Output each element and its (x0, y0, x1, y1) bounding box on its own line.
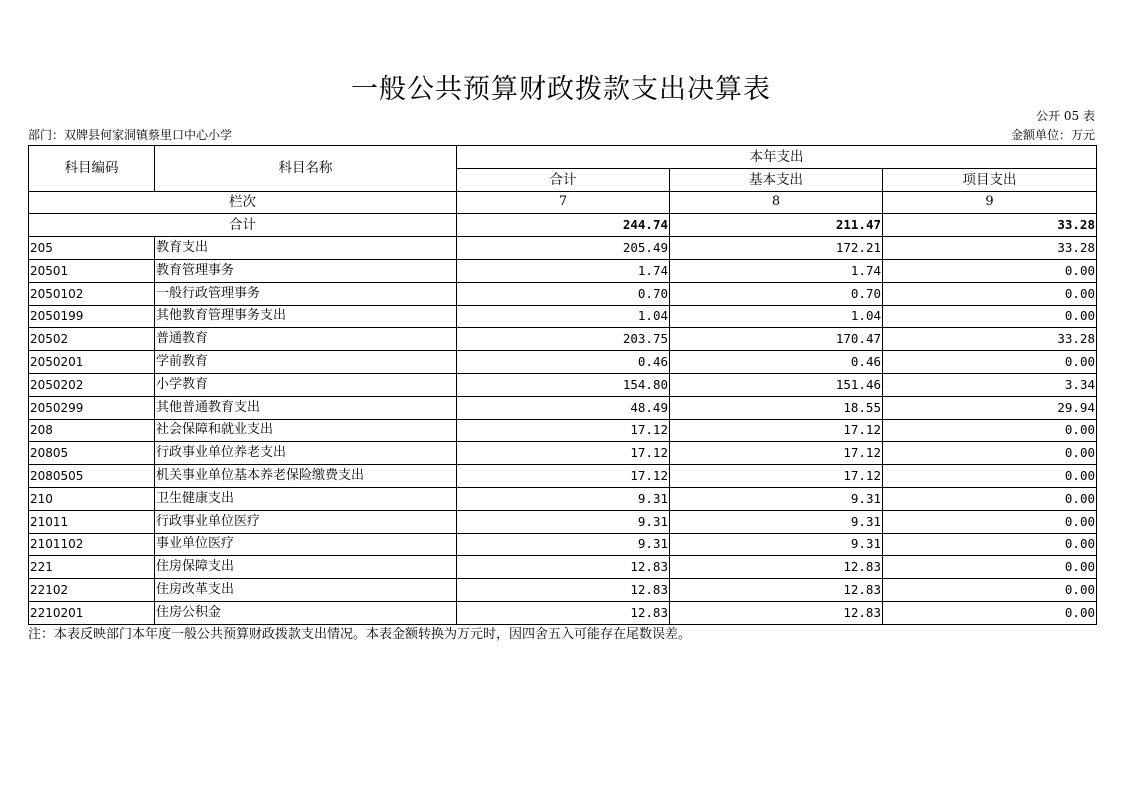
row-name: 行政事业单位医疗 (155, 510, 457, 533)
row-project: 0.00 (883, 510, 1097, 533)
row-basic: 9.31 (670, 487, 883, 510)
row-total: 17.12 (457, 465, 670, 488)
row-project: 0.00 (883, 442, 1097, 465)
row-basic: 151.46 (670, 373, 883, 396)
table-row (29, 396, 1097, 419)
table-row (29, 442, 1097, 465)
row-name: 小学教育 (155, 373, 457, 396)
row-name: 学前教育 (155, 351, 457, 374)
row-basic: 18.55 (670, 396, 883, 419)
column-index-label: 栏次 (29, 191, 457, 214)
row-project: 29.94 (883, 396, 1097, 419)
row-name: 其他教育管理事务支出 (155, 305, 457, 328)
row-total: 9.31 (457, 510, 670, 533)
table-row (29, 351, 1097, 374)
row-name: 住房公积金 (155, 601, 457, 624)
row-total: 12.83 (457, 579, 670, 602)
sum-row (29, 214, 1097, 237)
header-row-1 (29, 146, 1097, 169)
row-total: 9.31 (457, 487, 670, 510)
row-project: 0.00 (883, 282, 1097, 305)
row-total: 1.04 (457, 305, 670, 328)
row-code: 20501 (29, 259, 155, 282)
row-total: 0.70 (457, 282, 670, 305)
row-basic: 0.70 (670, 282, 883, 305)
table-row (29, 465, 1097, 488)
row-basic: 9.31 (670, 533, 883, 556)
report-title: 一般公共预算财政拨款支出决算表 (351, 74, 771, 105)
row-basic: 0.46 (670, 351, 883, 374)
row-total: 203.75 (457, 328, 670, 351)
row-code: 2050102 (29, 282, 155, 305)
row-name: 住房保障支出 (155, 556, 457, 579)
row-name: 其他普通教育支出 (155, 396, 457, 419)
row-code: 205 (29, 237, 155, 260)
row-name: 机关事业单位基本养老保险缴费支出 (155, 465, 457, 488)
row-code: 208 (29, 419, 155, 442)
row-basic: 17.12 (670, 419, 883, 442)
row-name: 普通教育 (155, 328, 457, 351)
row-code: 20805 (29, 442, 155, 465)
row-basic: 17.12 (670, 465, 883, 488)
row-name: 教育管理事务 (155, 259, 457, 282)
row-code: 21011 (29, 510, 155, 533)
column-index-total: 7 (457, 191, 670, 214)
table-row (29, 305, 1097, 328)
row-basic: 170.47 (670, 328, 883, 351)
row-code: 2080505 (29, 465, 155, 488)
table-row (29, 556, 1097, 579)
sum-total: 244.74 (457, 214, 670, 237)
table-row (29, 487, 1097, 510)
table-row (29, 510, 1097, 533)
row-total: 0.46 (457, 351, 670, 374)
row-project: 3.34 (883, 373, 1097, 396)
row-code: 20502 (29, 328, 155, 351)
table-row (29, 259, 1097, 282)
table-row (29, 601, 1097, 624)
table-row (29, 328, 1097, 351)
row-total: 12.83 (457, 601, 670, 624)
row-code: 2050199 (29, 305, 155, 328)
column-index-project: 9 (883, 191, 1097, 214)
row-name: 教育支出 (155, 237, 457, 260)
row-project: 0.00 (883, 305, 1097, 328)
row-project: 0.00 (883, 351, 1097, 374)
row-total: 1.74 (457, 259, 670, 282)
row-project: 0.00 (883, 465, 1097, 488)
row-basic: 17.12 (670, 442, 883, 465)
header-current-year: 本年支出 (457, 146, 1097, 169)
row-total: 154.80 (457, 373, 670, 396)
row-basic: 172.21 (670, 237, 883, 260)
row-basic: 12.83 (670, 556, 883, 579)
expenditure-table (28, 145, 1097, 625)
row-name: 行政事业单位养老支出 (155, 442, 457, 465)
row-project: 0.00 (883, 533, 1097, 556)
table-row (29, 419, 1097, 442)
table-row (29, 237, 1097, 260)
sum-project: 33.28 (883, 214, 1097, 237)
sum-basic: 211.47 (670, 214, 883, 237)
row-project: 0.00 (883, 259, 1097, 282)
table-row (29, 373, 1097, 396)
row-name: 社会保障和就业支出 (155, 419, 457, 442)
row-total: 48.49 (457, 396, 670, 419)
header-basic: 基本支出 (670, 168, 883, 191)
department-label: 部门：双牌县何家洞镇蔡里口中心小学 (28, 128, 233, 142)
row-project: 0.00 (883, 487, 1097, 510)
row-code: 2050299 (29, 396, 155, 419)
column-index-row (29, 191, 1097, 214)
row-basic: 12.83 (670, 601, 883, 624)
table-row (29, 533, 1097, 556)
row-total: 17.12 (457, 442, 670, 465)
table-row (29, 282, 1097, 305)
table-body (29, 237, 1097, 625)
row-project: 33.28 (883, 237, 1097, 260)
row-total: 17.12 (457, 419, 670, 442)
header-total: 合计 (457, 168, 670, 191)
row-total: 9.31 (457, 533, 670, 556)
row-project: 0.00 (883, 419, 1097, 442)
row-name: 住房改革支出 (155, 579, 457, 602)
row-project: 0.00 (883, 556, 1097, 579)
header-project: 项目支出 (883, 168, 1097, 191)
row-code: 2210201 (29, 601, 155, 624)
column-index-basic: 8 (670, 191, 883, 214)
form-number: 公开 05 表 (1036, 109, 1095, 123)
row-code: 22102 (29, 579, 155, 602)
row-basic: 9.31 (670, 510, 883, 533)
row-basic: 1.74 (670, 259, 883, 282)
sum-row-label: 合计 (29, 214, 457, 237)
row-code: 2101102 (29, 533, 155, 556)
row-name: 事业单位医疗 (155, 533, 457, 556)
header-name: 科目名称 (155, 146, 457, 192)
row-project: 0.00 (883, 579, 1097, 602)
row-project: 0.00 (883, 601, 1097, 624)
row-code: 2050201 (29, 351, 155, 374)
footnote: 注：本表反映部门本年度一般公共预算财政拨款支出情况。本表金额转换为万元时，因四舍五入可能存在尾数误差。 (28, 627, 692, 642)
row-basic: 12.83 (670, 579, 883, 602)
amount-unit-label: 金额单位：万元 (1010, 128, 1095, 142)
row-total: 205.49 (457, 237, 670, 260)
row-project: 33.28 (883, 328, 1097, 351)
row-name: 卫生健康支出 (155, 487, 457, 510)
header-code: 科目编码 (29, 146, 155, 192)
row-code: 221 (29, 556, 155, 579)
row-name: 一般行政管理事务 (155, 282, 457, 305)
row-total: 12.83 (457, 556, 670, 579)
row-code: 210 (29, 487, 155, 510)
table-row (29, 579, 1097, 602)
row-basic: 1.04 (670, 305, 883, 328)
row-code: 2050202 (29, 373, 155, 396)
